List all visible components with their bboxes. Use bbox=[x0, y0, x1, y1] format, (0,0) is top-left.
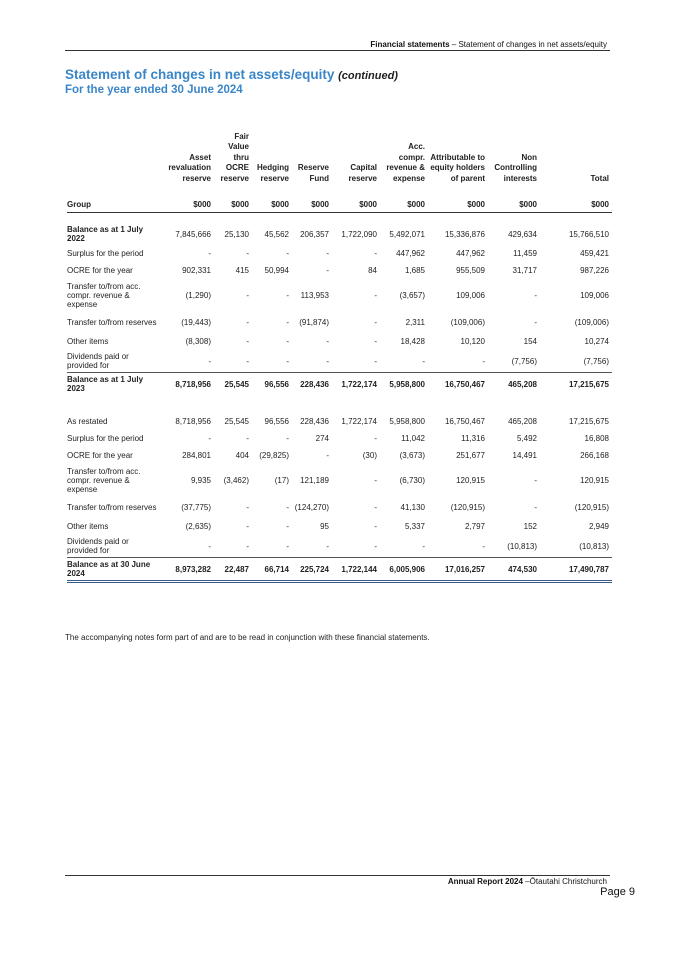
table-cell: - bbox=[286, 522, 289, 531]
table-cell: (7,756) bbox=[511, 356, 537, 366]
table-cell: - bbox=[374, 522, 377, 531]
table-cell: 109,006 bbox=[456, 290, 485, 300]
footer-divider bbox=[65, 875, 610, 876]
table-cell: - bbox=[374, 434, 377, 443]
row-label: Transfer to/from acc. compr. revenue & expense bbox=[67, 466, 141, 494]
table-cell: 84 bbox=[368, 266, 377, 275]
table-cell: - bbox=[482, 541, 485, 551]
column-header: Non Controlling interests bbox=[494, 152, 537, 183]
page-title bbox=[65, 67, 398, 82]
table-cell: 11,459 bbox=[513, 249, 537, 258]
table-cell: (10,813) bbox=[507, 541, 537, 551]
row-label: Transfer to/from reserves bbox=[67, 502, 157, 512]
table-row bbox=[67, 333, 612, 350]
table-cell: 284,801 bbox=[182, 451, 211, 460]
column-header: Asset revaluation reserve bbox=[168, 152, 211, 183]
table-cell: 120,915 bbox=[580, 475, 609, 485]
table-cell: 45,562 bbox=[264, 229, 289, 239]
table-cell: - bbox=[286, 502, 289, 512]
equity-statement-table bbox=[67, 128, 612, 583]
table-cell: - bbox=[286, 541, 289, 551]
unit-label: $000 bbox=[488, 184, 540, 213]
table-cell: - bbox=[208, 249, 211, 258]
row-label: Balance as at 1 July 2022 bbox=[67, 225, 144, 243]
table-cell: 251,677 bbox=[456, 451, 485, 460]
table-cell: 987,226 bbox=[580, 266, 609, 275]
row-label: OCRE for the year bbox=[67, 266, 133, 275]
table-cell: (2,635) bbox=[185, 522, 211, 531]
table-row bbox=[67, 430, 612, 447]
table-cell: (91,874) bbox=[299, 317, 329, 327]
header-divider bbox=[65, 50, 610, 51]
table-cell: 15,766,510 bbox=[568, 229, 609, 239]
table-cell: (19,443) bbox=[181, 317, 211, 327]
column-header-blank bbox=[67, 128, 159, 184]
row-label: Balance as at 1 July 2023 bbox=[67, 373, 159, 396]
table-cell: (30) bbox=[362, 451, 377, 460]
table-cell: (3,673) bbox=[399, 451, 425, 460]
table-row bbox=[67, 413, 612, 430]
table-cell: 113,953 bbox=[300, 290, 329, 300]
table-cell: 41,130 bbox=[400, 502, 425, 512]
table-cell: 17,215,675 bbox=[540, 373, 612, 396]
table-cell: - bbox=[208, 434, 211, 443]
table-row bbox=[67, 311, 612, 333]
table-cell: 9,935 bbox=[190, 475, 211, 485]
column-header: Hedging reserve bbox=[257, 163, 289, 183]
table-cell: 25,545 bbox=[214, 373, 252, 396]
table-cell: - bbox=[534, 475, 537, 485]
table-cell: - bbox=[246, 434, 249, 443]
table-row bbox=[67, 245, 612, 262]
table-cell: (37,775) bbox=[181, 502, 211, 512]
table-cell: - bbox=[246, 290, 249, 300]
table-cell: (10,813) bbox=[579, 541, 609, 551]
column-header: Total bbox=[590, 173, 609, 183]
table-cell: (3,462) bbox=[223, 475, 249, 485]
table-cell: 7,845,666 bbox=[175, 229, 211, 239]
row-label: Dividends paid or provided for bbox=[67, 537, 129, 555]
table-cell: 2,949 bbox=[588, 522, 609, 531]
table-cell: - bbox=[374, 475, 377, 485]
table-cell: - bbox=[246, 522, 249, 531]
page-footer bbox=[448, 877, 607, 886]
table-cell: - bbox=[246, 356, 249, 366]
unit-label: $000 bbox=[332, 184, 380, 213]
table-cell: 459,421 bbox=[580, 249, 609, 258]
table-cell: 5,492,071 bbox=[389, 229, 425, 239]
table-cell: 274 bbox=[315, 434, 329, 443]
unit-label: $000 bbox=[428, 184, 488, 213]
table-cell: (6,730) bbox=[399, 475, 425, 485]
unit-label: $000 bbox=[252, 184, 292, 213]
table-cell: 1,722,144 bbox=[332, 558, 380, 582]
table-cell: (3,657) bbox=[399, 290, 425, 300]
table-cell: - bbox=[246, 317, 249, 327]
table-cell: 228,436 bbox=[300, 417, 329, 426]
table-cell: 17,490,787 bbox=[540, 558, 612, 582]
table-cell: - bbox=[286, 434, 289, 443]
table-cell: 8,718,956 bbox=[175, 417, 211, 426]
table-cell: 955,509 bbox=[456, 266, 485, 275]
table-cell: 17,215,675 bbox=[568, 417, 609, 426]
table-cell: 17,016,257 bbox=[428, 558, 488, 582]
table-cell: - bbox=[286, 337, 289, 346]
table-cell: 154 bbox=[523, 337, 537, 346]
table-cell: 404 bbox=[235, 451, 249, 460]
column-header: Attributable to equity holders of parent bbox=[430, 152, 485, 183]
row-label: As restated bbox=[67, 417, 108, 426]
row-label: Transfer to/from acc. compr. revenue & expense bbox=[67, 281, 141, 309]
table-cell: 5,958,800 bbox=[380, 373, 428, 396]
table-cell: - bbox=[286, 290, 289, 300]
table-cell: - bbox=[422, 356, 425, 366]
header-section: Financial statements bbox=[370, 40, 450, 49]
table-cell: - bbox=[286, 317, 289, 327]
table-row bbox=[67, 262, 612, 279]
row-label: Transfer to/from reserves bbox=[67, 317, 157, 327]
table-cell: 2,797 bbox=[464, 522, 485, 531]
row-label: Surplus for the period bbox=[67, 434, 144, 443]
table-body bbox=[67, 223, 612, 582]
table-cell: 14,491 bbox=[512, 451, 537, 460]
title-main: Statement of changes in net assets/equity bbox=[65, 67, 339, 82]
table-cell: 22,487 bbox=[214, 558, 252, 582]
page-number: Page 9 bbox=[600, 886, 635, 898]
table-cell: (109,006) bbox=[450, 317, 485, 327]
table-cell: - bbox=[326, 249, 329, 258]
table-cell: 25,130 bbox=[224, 229, 249, 239]
table-cell: 11,316 bbox=[461, 434, 485, 443]
row-label: Dividends paid or provided for bbox=[67, 352, 129, 370]
table-cell: 1,722,174 bbox=[341, 417, 377, 426]
table-cell: 121,189 bbox=[300, 475, 329, 485]
table-cell: 5,492 bbox=[516, 434, 537, 443]
column-header: Capital reserve bbox=[348, 163, 377, 183]
table-cell: 465,208 bbox=[488, 373, 540, 396]
unit-label: $000 bbox=[380, 184, 428, 213]
row-label: OCRE for the year bbox=[67, 451, 133, 460]
table-cell: 474,530 bbox=[488, 558, 540, 582]
table-cell: - bbox=[374, 249, 377, 258]
table-cell: 96,556 bbox=[264, 417, 289, 426]
table-cell: (8,308) bbox=[185, 337, 211, 346]
unit-label: $000 bbox=[214, 184, 252, 213]
table-cell: 10,120 bbox=[460, 337, 485, 346]
table-cell: 5,337 bbox=[404, 522, 425, 531]
table-cell: 429,634 bbox=[508, 229, 537, 239]
table-cell: (7,756) bbox=[583, 356, 609, 366]
table-cell: 8,718,956 bbox=[159, 373, 214, 396]
unit-label: $000 bbox=[540, 184, 612, 213]
table-cell: 228,436 bbox=[292, 373, 332, 396]
table-row bbox=[67, 496, 612, 518]
table-cell: 109,006 bbox=[580, 290, 609, 300]
table-cell: (120,915) bbox=[450, 502, 485, 512]
table-cell: - bbox=[246, 249, 249, 258]
table-cell: - bbox=[286, 356, 289, 366]
table-cell: - bbox=[326, 451, 329, 460]
table-cell: 1,685 bbox=[404, 266, 425, 275]
table-cell: - bbox=[246, 337, 249, 346]
page-header bbox=[370, 40, 607, 49]
table-cell: 11,042 bbox=[401, 434, 425, 443]
table-cell: 31,717 bbox=[512, 266, 537, 275]
table-row bbox=[67, 518, 612, 535]
table-cell: - bbox=[326, 337, 329, 346]
table-cell: - bbox=[534, 317, 537, 327]
table-cell: 465,208 bbox=[508, 417, 537, 426]
table-row bbox=[67, 350, 612, 373]
header-subsection: – Statement of changes in net assets/equity bbox=[449, 40, 607, 49]
table-cell: 902,331 bbox=[182, 266, 211, 275]
table-cell: 152 bbox=[523, 522, 537, 531]
group-label: Group bbox=[67, 184, 159, 213]
table-cell: - bbox=[482, 356, 485, 366]
table-cell: 50,994 bbox=[264, 266, 289, 275]
units-row bbox=[67, 184, 612, 213]
table-cell: 16,750,467 bbox=[428, 373, 488, 396]
table-row bbox=[67, 279, 612, 311]
page-subtitle: For the year ended 30 June 2024 bbox=[65, 84, 243, 96]
table-cell: - bbox=[208, 356, 211, 366]
table-cell: - bbox=[286, 249, 289, 258]
table-row bbox=[67, 373, 612, 396]
table-cell: (29,825) bbox=[259, 451, 289, 460]
table-cell: - bbox=[246, 502, 249, 512]
table-cell: - bbox=[374, 502, 377, 512]
table-cell: - bbox=[326, 541, 329, 551]
row-label: Other items bbox=[67, 522, 109, 531]
table-cell: - bbox=[374, 541, 377, 551]
table-cell: 16,808 bbox=[584, 434, 609, 443]
table-cell: (1,290) bbox=[185, 290, 211, 300]
table-cell: 8,973,282 bbox=[159, 558, 214, 582]
table-cell: 447,962 bbox=[396, 249, 425, 258]
table-cell: - bbox=[208, 541, 211, 551]
table-cell: 225,724 bbox=[292, 558, 332, 582]
table-cell: 1,722,174 bbox=[332, 373, 380, 396]
column-header-row bbox=[67, 128, 612, 184]
row-label: Balance as at 30 June 2024 bbox=[67, 558, 159, 582]
table-cell: 95 bbox=[320, 522, 329, 531]
table-cell: (124,270) bbox=[294, 502, 329, 512]
table-cell: (109,006) bbox=[574, 317, 609, 327]
table-cell: - bbox=[326, 266, 329, 275]
footer-org: –Ōtautahi Christchurch bbox=[522, 877, 607, 886]
row-label: Surplus for the period bbox=[67, 249, 144, 258]
spacer-row bbox=[67, 395, 612, 413]
table-cell: 16,750,467 bbox=[444, 417, 485, 426]
column-header: Fair Value thru OCRE reserve bbox=[220, 131, 249, 183]
table-row bbox=[67, 558, 612, 582]
table-row bbox=[67, 535, 612, 558]
table-cell: - bbox=[326, 356, 329, 366]
table-cell: 66,714 bbox=[252, 558, 292, 582]
table-cell: (120,915) bbox=[574, 502, 609, 512]
column-header: Reserve Fund bbox=[297, 163, 329, 183]
table-cell: 2,311 bbox=[405, 317, 425, 327]
column-header: Acc. compr. revenue & expense bbox=[386, 142, 425, 183]
table-cell: 120,915 bbox=[456, 475, 485, 485]
table-cell: (17) bbox=[274, 475, 289, 485]
table-cell: - bbox=[534, 502, 537, 512]
table-cell: - bbox=[374, 317, 377, 327]
table-cell: 1,722,090 bbox=[341, 229, 377, 239]
unit-label: $000 bbox=[292, 184, 332, 213]
table-cell: 15,336,876 bbox=[444, 229, 485, 239]
table-cell: - bbox=[422, 541, 425, 551]
table-cell: 25,545 bbox=[224, 417, 249, 426]
table-cell: - bbox=[246, 541, 249, 551]
footer-report: Annual Report 2024 bbox=[447, 877, 523, 886]
table-cell: 5,958,800 bbox=[389, 417, 425, 426]
table-cell: - bbox=[374, 356, 377, 366]
table-cell: - bbox=[374, 290, 377, 300]
table-cell: - bbox=[534, 290, 537, 300]
table-cell: 10,274 bbox=[584, 337, 609, 346]
row-label: Other items bbox=[67, 337, 109, 346]
spacer-row bbox=[67, 213, 612, 224]
title-continued: (continued) bbox=[338, 70, 398, 82]
table-cell: 206,357 bbox=[300, 229, 329, 239]
unit-label: $000 bbox=[159, 184, 214, 213]
table-cell: 266,168 bbox=[580, 451, 609, 460]
table-cell: 18,428 bbox=[400, 337, 425, 346]
table-cell: 96,556 bbox=[252, 373, 292, 396]
table-cell: 447,962 bbox=[456, 249, 485, 258]
table-row bbox=[67, 447, 612, 464]
table-cell: - bbox=[374, 337, 377, 346]
table-cell: 6,005,906 bbox=[380, 558, 428, 582]
table-row bbox=[67, 464, 612, 496]
table-row bbox=[67, 223, 612, 245]
footnote: The accompanying notes form part of and are to be read in conjunction with these financial statements. bbox=[65, 633, 430, 642]
table-cell: 415 bbox=[235, 266, 249, 275]
